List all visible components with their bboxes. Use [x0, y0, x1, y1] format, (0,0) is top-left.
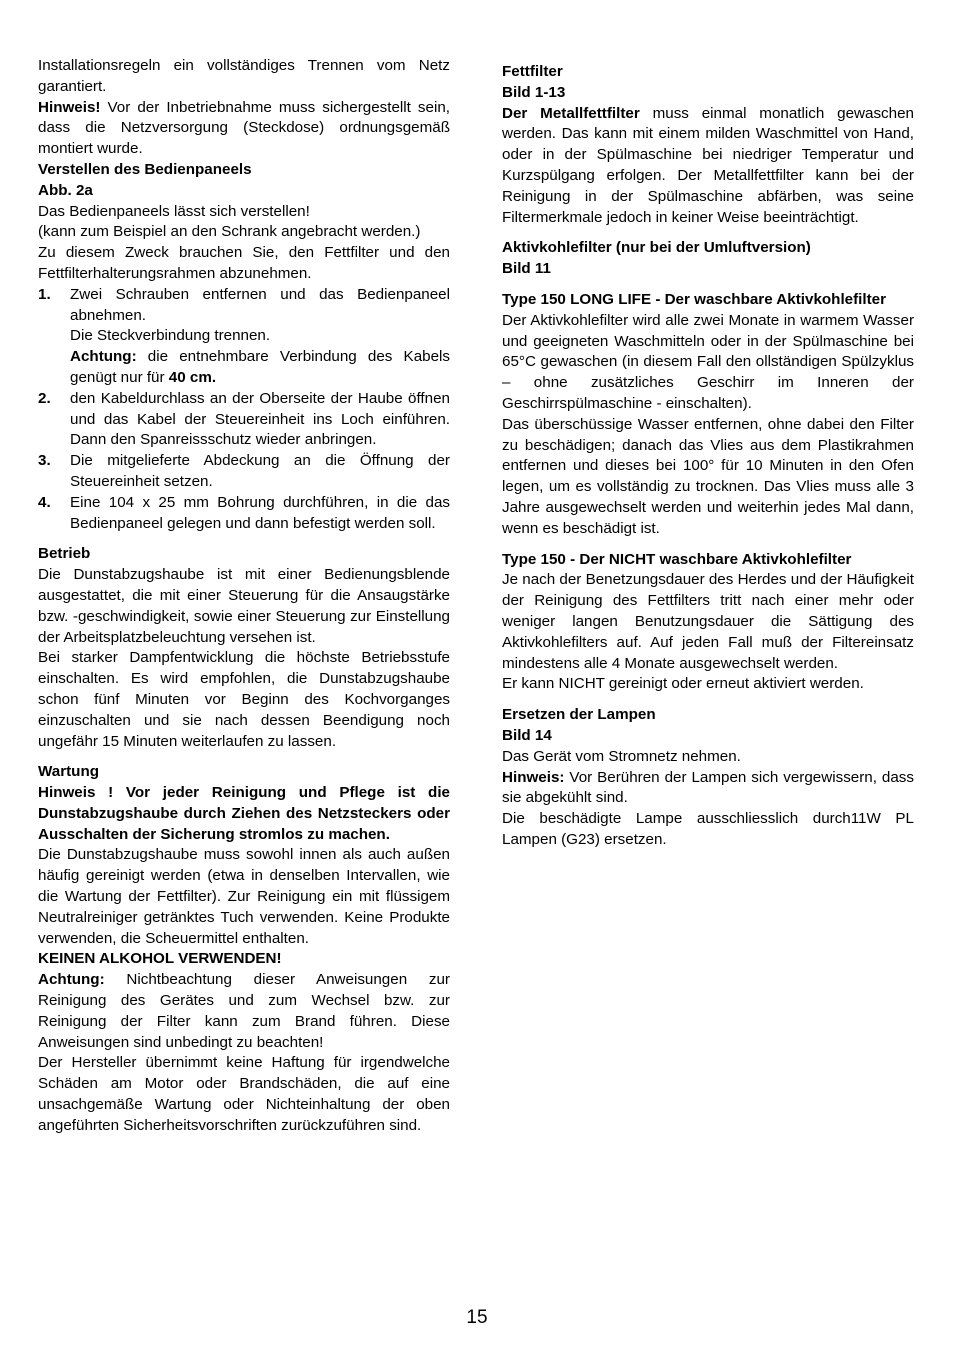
- hinweis-label: Hinweis:: [502, 768, 565, 786]
- betrieb-heading: Betrieb: [38, 545, 91, 563]
- wartung-hinweis: Hinweis ! Vor jeder Reinigung und Pflege ist die Dunstabzugshaube durch Ziehen des Netzsteckers oder Ausschalten der Sicherung stromlos zu machen.: [38, 784, 450, 843]
- step-number: 1.: [38, 285, 51, 303]
- achtung-label: Achtung:: [38, 971, 105, 989]
- intro-text: Installationsregeln ein vollständiges Trennen vom Netz garantiert.: [38, 57, 450, 95]
- step-1: [38, 285, 450, 389]
- step-number: 2.: [38, 389, 51, 407]
- step-text: den Kabeldurchlass an der Oberseite der Haube öffnen und das Kabel der Steuereinheit ins Loch einführen. Dann den Spanreissschutz wieder anbringen.: [70, 389, 450, 449]
- betrieb-text-1: Die Dunstabzugshaube ist mit einer Bedienungsblende ausgestattet, die mit einer Steuerung für die Ansaugstärke bzw. -geschwindigkeit, sowie einer Steuerung zur Einstellung der Arbeitsplatzbeleuchtung versehen ist.: [38, 566, 450, 646]
- verstellen-heading: Verstellen des Bedienpaneels: [38, 160, 252, 178]
- step-2: [38, 389, 450, 451]
- fettfilter-heading: Fettfilter: [502, 63, 563, 80]
- nicht-text-2: Er kann NICHT gereinigt oder erneut aktiviert werden.: [502, 675, 864, 693]
- hinweis-paragraph: [38, 98, 450, 160]
- page-number: 15: [466, 1307, 488, 1328]
- verstellen-ref: Abb. 2a: [38, 181, 93, 199]
- hinweis-text: Vor Berühren der Lampen sich vergewissern, dass sie abgekühlt sind.: [502, 768, 914, 807]
- lampen-ref: Bild 14: [502, 726, 552, 744]
- step-number: 3.: [38, 452, 51, 470]
- achtung-label: Achtung:: [70, 348, 137, 366]
- fettfilter-text: [502, 104, 914, 229]
- wartung-text-1: Die Dunstabzugshaube muss sowohl innen als auch außen häufig gereinigt werden (etwa in denselben Intervallen, wie die Wartung der Fettfilter). Zur Reinigung ein mit flüssigem Neutralreiniger getränktes Tuch verwenden. Keine Produkte verwenden, die Scheuermittel enthalten.: [38, 846, 450, 947]
- lampen-hinweis: [502, 768, 914, 810]
- longlife-text-2: Das überschüssige Wasser entfernen, ohne dabei den Filter zu beschädigen; danach das Vlies aus dem Plastikrahmen entfernen und dieses bei 100° für 10 Minuten in den Ofen legen, um es vollständig zu trocknen. Das Vlies muss alle 3 Jahre ausgewechselt werden und weiterhin jedes Mal dann, wenn es beschädigt ist.: [502, 415, 914, 537]
- fettfilter-bold: Der Metallfettfilter: [502, 104, 640, 122]
- lampen-text-1: Das Gerät vom Stromnetz nehmen.: [502, 747, 741, 765]
- verstellen-text-3: Zu diesem Zweck brauchen Sie, den Fettfilter und den Fettfilterhalterungsrahmen abzunehmen.: [38, 244, 450, 282]
- lampen-heading: Ersetzen der Lampen: [502, 706, 656, 724]
- aktiv-heading: Aktivkohlefilter (nur bei der Umluftversion): [502, 239, 811, 257]
- verstellen-text-1: Das Bedienpaneels lässt sich verstellen!: [38, 202, 310, 220]
- longlife-text-1: Der Aktivkohlefilter wird alle zwei Monate in warmem Wasser und geeigneten Waschmitteln oder in der Spülmaschine bei 65°C gewaschen (in diesem Fall den ollständigen Spülzyklus – ohne zusätzliches Geschirr im Inneren der Geschirrspülmaschine - einschalten).: [502, 311, 914, 412]
- achtung-text: die entnehmbare Verbindung des Kabels genügt nur für: [70, 348, 450, 386]
- longlife-heading: Type 150 LONG LIFE - Der waschbare Aktivkohlefilter: [502, 290, 887, 308]
- step-text: Zwei Schrauben entfernen und das Bedienpaneel abnehmen.: [70, 285, 450, 324]
- step-4: [38, 493, 450, 535]
- hinweis-text: Vor der Inbetriebnahme muss sichergestellt sein, dass die Netzversorgung (Steckdose) ordnungsgemäß montiert wurde.: [38, 98, 450, 158]
- step-text-extra: Die Steckverbindung trennen.: [70, 327, 271, 345]
- nicht-heading: Type 150 - Der NICHT waschbare Aktivkohlefilter: [502, 550, 852, 568]
- nicht-text-1: Je nach der Benetzungsdauer des Herdes und der Häufigkeit der Reinigung des Fettfilters tritt nach einer mehr oder weniger langen Benutzungsdauer die Sättigung des Aktivkohlefilters auf. Auf jeden Fall muß der Filtereinsatz mindestens alle 4 Monate ausgewechselt werden.: [502, 571, 915, 672]
- step-3: [38, 451, 450, 493]
- fettfilter-ref: Bild 1-13: [502, 83, 566, 101]
- wartung-achtung: [38, 970, 450, 1053]
- left-column: [38, 56, 450, 1137]
- achtung-text: Nichtbeachtung dieser Anweisungen zur Reinigung des Gerätes und zum Wechsel bzw. zur Reinigung der Filter kann zum Brand führen. Diese Anweisungen sind unbedingt zu beachten!: [38, 971, 450, 1051]
- step-text: Eine 104 x 25 mm Bohrung durchführen, in die das Bedienpaneel gelegen und dann befestigt werden soll.: [70, 493, 450, 532]
- alkohol-warning: KEINEN ALKOHOL VERWENDEN!: [38, 950, 282, 968]
- right-column: [502, 62, 914, 851]
- step-achtung: [70, 347, 450, 389]
- step-number: 4.: [38, 493, 51, 511]
- lampen-text-2: Die beschädigte Lampe ausschliesslich durch11W PL Lampen (G23) ersetzen.: [502, 810, 914, 848]
- wartung-text-2: Der Hersteller übernimmt keine Haftung für irgendwelche Schäden am Motor oder Brandschäden, die auf eine unsachgemäße Wartung oder Nichteinhaltung der oben angeführten Sicherheitsvorschriften zurückzuführen sind.: [38, 1054, 450, 1134]
- betrieb-text-2: Bei starker Dampfentwicklung die höchste Betriebsstufe einschalten. Es wird empfohlen, die Dunstabzugshaube schon fünf Minuten vor Beginn des Kochvorganges einzuschalten und sie nach dessen Beendigung noch ungefähr 15 Minuten weiterlaufen zu lassen.: [38, 649, 450, 750]
- hinweis-label: Hinweis!: [38, 98, 101, 116]
- achtung-length: 40 cm.: [168, 368, 217, 386]
- fettfilter-body: muss einmal monatlich gewaschen werden. Das kann mit einem milden Waschmittel von Hand, oder in der Spülmaschine bei niedriger Temperatur und Kurzspülgang erfolgen. Der Metallfettfilter kann bei der Reinigung in der Spülmaschine abfärben, was seine Filtermerkmale jedoch in keiner Weise beeinträchtigt.: [502, 104, 914, 226]
- step-text: Die mitgelieferte Abdeckung an die Öffnung der Steuereinheit setzen.: [70, 452, 450, 490]
- wartung-heading: Wartung: [38, 763, 100, 781]
- aktiv-ref: Bild 11: [502, 260, 551, 278]
- verstellen-text-2: (kann zum Beispiel an den Schrank angebracht werden.): [38, 223, 421, 241]
